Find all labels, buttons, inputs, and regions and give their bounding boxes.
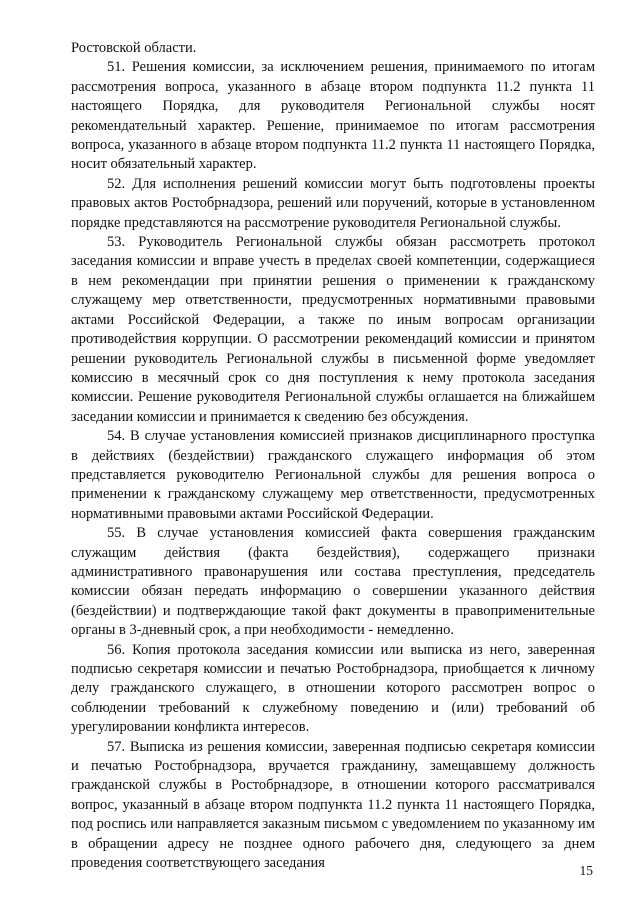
paragraph-54: 54. В случае установления комиссией признаков дисциплинарного проступка в действиях (бездействии) гражданского служащего информация об этом представляется руководителю Региональной службы для решения вопроса о применении к гражданскому служащему мер ответственности, предусмотренных нормативными правовыми актами Российской Федерации. xyxy=(71,428,595,522)
paragraph-55: 55. В случае установления комиссией факта совершения гражданским служащим действия (факта бездействия), содержащего признаки административного правонарушения или состава преступления, председатель комиссии обязан передать информацию о совершении указанного действия (бездействии) и подтверждающие такой факт документы в правоприменительные органы в 3-дневный срок, а при необходимости - немедленно. xyxy=(71,525,595,639)
page-number: 15 xyxy=(579,863,593,878)
document-body xyxy=(71,39,595,873)
paragraph-51: 51. Решения комиссии, за исключением решения, принимаемого по итогам рассмотрения вопроса, указанного в абзаце втором подпункта 11.2 пункта 11 настоящего Порядка, для руководителя Региональной службы носят рекомендательный характер. Решение, принимаемое по итогам рассмотрения вопроса, указанного в абзаце втором подпункта 11.2 пункта 11 настоящего Порядка, носит обязательный характер. xyxy=(71,59,595,173)
paragraph-57: 57. Выписка из решения комиссии, заверенная подписью секретаря комиссии и печатью Ростобрнадзора, вручается гражданину, замещавшему должность гражданской службы в Ростобрнадзоре, в отношении которого рассматривался вопрос, указанный в абзаце втором подпункта 11.2 пункта 11 настоящего Порядка, под роспись или направляется заказным письмом с уведомлением по указанному им в обращении адресу не позднее одного рабочего дня, следующего за днем проведения соответствующего заседания xyxy=(71,738,595,872)
paragraph-56: 56. Копия протокола заседания комиссии или выписка из него, заверенная подписью секретаря комиссии и печатью Ростобрнадзора, приобщается к личному делу гражданского служащего, в отношении которого рассмотрен вопрос о соблюдении требований к служебному поведению и (или) требований об урегулировании конфликта интересов. xyxy=(71,641,595,736)
paragraph-53: 53. Руководитель Региональной службы обязан рассмотреть протокол заседания комиссии и вправе учесть в пределах своей компетенции, содержащиеся в нем рекомендации при принятии решения о применении к гражданскому служащему мер ответственности, предусмотренных нормативными правовыми актами Российской Федерации, а также по иным вопросам организации противодействия коррупции. О рассмотрении рекомендаций комиссии и принятом решении руководитель Региональной службы в письменной форме уведомляет комиссию в месячный срок со дня поступления к нему протокола заседания комиссии. Решение руководителя Региональной службы оглашается на ближайшем заседании комиссии и принимается к сведению без обсуждения. xyxy=(71,234,595,425)
paragraph-52: 52. Для исполнения решений комиссии могут быть подготовлены проекты правовых актов Ростобрнадзора, решений или поручений, которые в установленном порядке представляются на рассмотрение руководителя Региональной службы. xyxy=(71,175,595,231)
paragraph-continuation: Ростовской области. xyxy=(71,40,197,56)
